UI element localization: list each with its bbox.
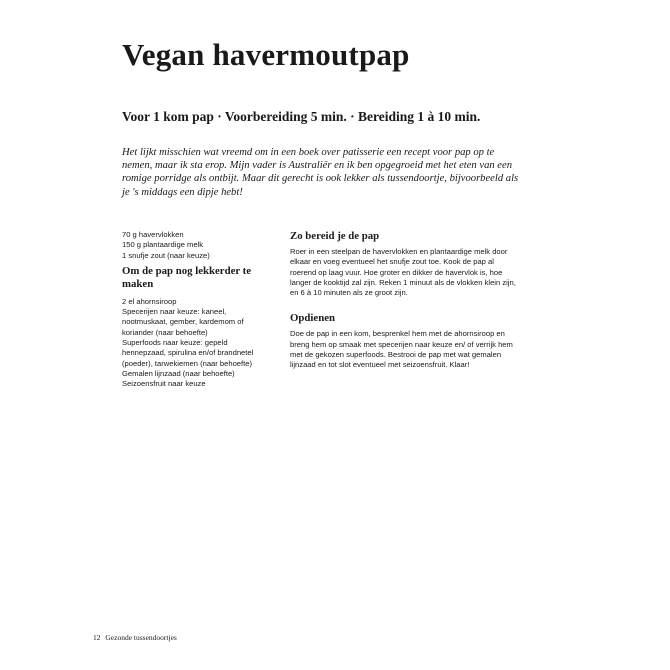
extras-heading-line: maken: [122, 277, 154, 290]
method-line: langer de kooktijd zal zijn. Reken 1 minuut als de vlokken klein zijn,: [290, 277, 516, 287]
extras-line: Gemalen lijnzaad (naar behoefte): [122, 368, 235, 378]
extras-line: Seizoensfruit naar keuze: [122, 379, 206, 389]
method-heading: [290, 230, 570, 243]
ingredients-list: [122, 230, 282, 261]
extras-line: hennepzaad, spirulina en/of brandnetel: [122, 348, 254, 358]
method-text: [290, 247, 570, 298]
serving-heading: [290, 312, 570, 325]
ingredient-line: 70 g havervlokken: [122, 230, 184, 239]
method-line: roerend op laag vuur. Hoe groter en dikker de havervlok is, hoe: [290, 267, 503, 277]
ingredients-column: [122, 230, 282, 390]
extras-list: [122, 297, 282, 390]
extras-line: Specerijen naar keuze: kaneel,: [122, 307, 227, 317]
page-footer: [93, 633, 177, 642]
extras-line: koriander (naar behoefte): [122, 327, 208, 337]
intro-line: romige porridge als ontbijt. Maar dit gerecht is ook lekker als tussendoortje, bijvoorbeeld als: [122, 173, 519, 185]
extras-heading-line: Om de pap nog lekkerder te: [122, 264, 252, 277]
extras-line: (poeder), tarwekiemen (naar behoefte): [122, 358, 253, 368]
serving-line: breng hem op smaak met specerijen naar keuze en/ of verrijk hem: [290, 339, 513, 349]
method-line: en 6 à 10 minuten als ze groot zijn.: [290, 288, 408, 298]
extras-line: Superfoods naar keuze: gepeld: [122, 338, 228, 348]
serving-line: Doe de pap in een kom, besprenkel hem met de ahornsiroop en: [290, 329, 505, 339]
ingredient-line: 150 g plantaardige melk: [122, 240, 204, 250]
method-column: [290, 230, 570, 371]
method-line: Roer in een steelpan de havervlokken en plantaardige melk door: [290, 247, 508, 256]
extras-line: nootmuskaat, gember, kardemom of: [122, 317, 244, 327]
ingredient-line: 1 snufje zout (naar keuze): [122, 250, 210, 260]
intro-paragraph: [122, 146, 556, 199]
intro-line: nemen, maar ik sta erop. Mijn vader is Australiër en ik ben opgegroeid met het eten van een: [122, 160, 513, 172]
serving-line: met de gekozen superfoods. Bestrooi de pap met wat gemalen: [290, 350, 502, 360]
intro-line: Het lijkt misschien wat vreemd om in een boek over patisserie een recept voor pap op te: [122, 147, 495, 158]
recipe-meta: Voor 1 kom pap · Voorbereiding 5 min. · Bereiding 1 à 10 min.: [122, 109, 481, 124]
page-title: Vegan havermoutpap: [122, 37, 410, 72]
serving-heading-text: Opdienen: [290, 312, 336, 325]
extras-line: 2 el ahornsiroop: [122, 296, 177, 306]
extras-heading: [122, 265, 282, 291]
footer-section: Gezonde tussendoortjes: [105, 633, 177, 642]
page-number: 12: [93, 633, 101, 642]
method-line: elkaar en voeg eventueel het snufje zout toe. Kook de pap al: [290, 257, 494, 267]
serving-text: [290, 329, 570, 370]
intro-line: je 's middags een dipje hebt!: [122, 186, 243, 198]
serving-line: lijnzaad en tot slot eventueel met seizoensfruit. Klaar!: [290, 360, 470, 370]
method-heading-text: Zo bereid je de pap: [290, 230, 380, 242]
